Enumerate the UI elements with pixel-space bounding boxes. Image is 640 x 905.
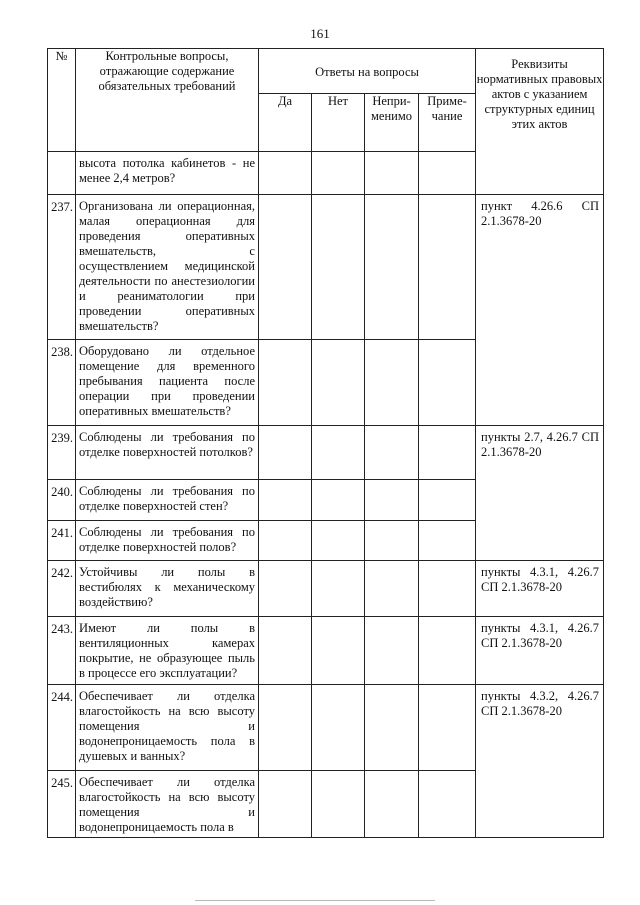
reference-text: пункты 4.3.1, 4.26.7 СП 2.1.3678-20 (476, 561, 604, 617)
row-number: 239. (48, 426, 76, 480)
header-question: Контрольные вопросы, отражающие содержание обязательных требований (76, 49, 259, 152)
table-row (48, 685, 604, 771)
table-row (48, 195, 604, 340)
answer-yes-cell[interactable] (259, 426, 312, 480)
answer-no-cell[interactable] (312, 685, 365, 771)
row-number (48, 152, 76, 195)
table-row (48, 426, 604, 480)
header-no: Нет (312, 94, 365, 152)
answer-na-cell[interactable] (365, 480, 419, 521)
answer-na-cell[interactable] (365, 195, 419, 340)
answer-yes-cell[interactable] (259, 561, 312, 617)
answer-no-cell[interactable] (312, 195, 365, 340)
answer-note-cell[interactable] (419, 195, 476, 340)
answer-no-cell[interactable] (312, 771, 365, 838)
row-number: 244. (48, 685, 76, 771)
answer-note-cell[interactable] (419, 521, 476, 561)
table-row (48, 561, 604, 617)
question-text: Соблюдены ли требования по отделке поверхностей полов? (76, 521, 259, 561)
reference-text: пункты 4.3.2, 4.26.7 СП 2.1.3678-20 (476, 685, 604, 838)
answer-na-cell[interactable] (365, 561, 419, 617)
answer-note-cell[interactable] (419, 685, 476, 771)
row-number: 242. (48, 561, 76, 617)
question-text: высота потолка кабинетов - не менее 2,4 метров? (76, 152, 259, 195)
header-num: № (48, 49, 76, 152)
reference-text: пункт 4.26.6 СП 2.1.3678-20 (476, 195, 604, 426)
answer-na-cell[interactable] (365, 521, 419, 561)
header-note: Приме-чание (419, 94, 476, 152)
answer-na-cell[interactable] (365, 771, 419, 838)
question-text: Устойчивы ли полы в вестибюлях к механическому воздействию? (76, 561, 259, 617)
answer-note-cell[interactable] (419, 340, 476, 426)
answer-yes-cell[interactable] (259, 152, 312, 195)
row-number: 243. (48, 617, 76, 685)
answer-na-cell[interactable] (365, 426, 419, 480)
answer-na-cell[interactable] (365, 152, 419, 195)
row-number: 237. (48, 195, 76, 340)
answer-yes-cell[interactable] (259, 521, 312, 561)
answer-no-cell[interactable] (312, 340, 365, 426)
question-text: Организована ли операционная, малая операционная для проведения оперативных вмешательств, с осуществлением медицинской деятельности по анестезиологии и реаниматологии при проведении оперативных вмешательств? (76, 195, 259, 340)
answer-no-cell[interactable] (312, 521, 365, 561)
header-na: Непри-менимо (365, 94, 419, 152)
answer-yes-cell[interactable] (259, 685, 312, 771)
answer-note-cell[interactable] (419, 426, 476, 480)
answer-note-cell[interactable] (419, 617, 476, 685)
answer-yes-cell[interactable] (259, 480, 312, 521)
answer-yes-cell[interactable] (259, 340, 312, 426)
row-number: 241. (48, 521, 76, 561)
answer-note-cell[interactable] (419, 480, 476, 521)
answer-no-cell[interactable] (312, 480, 365, 521)
answer-no-cell[interactable] (312, 426, 365, 480)
question-text: Имеют ли полы в вентиляционных камерах покрытие, не образующее пыль в процессе его эксплуатации? (76, 617, 259, 685)
row-number: 245. (48, 771, 76, 838)
answer-no-cell[interactable] (312, 561, 365, 617)
checklist-table (47, 48, 604, 838)
answer-yes-cell[interactable] (259, 617, 312, 685)
question-text: Оборудовано ли отдельное помещение для временного пребывания пациента после операции при проведении оперативных вмешательств? (76, 340, 259, 426)
row-number: 238. (48, 340, 76, 426)
question-text: Обеспечивает ли отделка влагостойкость на всю высоту помещения и водонепроницаемость пола в (76, 771, 259, 838)
header-refs: Реквизиты нормативных правовых актов с указанием структурных единиц этих актов (476, 49, 604, 195)
question-text: Обеспечивает ли отделка влагостойкость на всю высоту помещения и водонепроницаемость пола в душевых и ванных? (76, 685, 259, 771)
header-yes: Да (259, 94, 312, 152)
answer-no-cell[interactable] (312, 617, 365, 685)
row-number: 240. (48, 480, 76, 521)
answer-yes-cell[interactable] (259, 771, 312, 838)
table-row (48, 617, 604, 685)
header-answers: Ответы на вопросы (259, 49, 476, 94)
reference-text: пункты 2.7, 4.26.7 СП 2.1.3678-20 (476, 426, 604, 561)
scan-edge-line (195, 900, 435, 901)
page-number: 161 (310, 26, 330, 41)
answer-note-cell[interactable] (419, 152, 476, 195)
reference-text: пункты 4.3.1, 4.26.7 СП 2.1.3678-20 (476, 617, 604, 685)
question-text: Соблюдены ли требования по отделке поверхностей стен? (76, 480, 259, 521)
answer-na-cell[interactable] (365, 685, 419, 771)
question-text: Соблюдены ли требования по отделке поверхностей потолков? (76, 426, 259, 480)
header-row-1 (48, 49, 604, 94)
answer-note-cell[interactable] (419, 561, 476, 617)
answer-yes-cell[interactable] (259, 195, 312, 340)
answer-no-cell[interactable] (312, 152, 365, 195)
answer-note-cell[interactable] (419, 771, 476, 838)
answer-na-cell[interactable] (365, 617, 419, 685)
answer-na-cell[interactable] (365, 340, 419, 426)
